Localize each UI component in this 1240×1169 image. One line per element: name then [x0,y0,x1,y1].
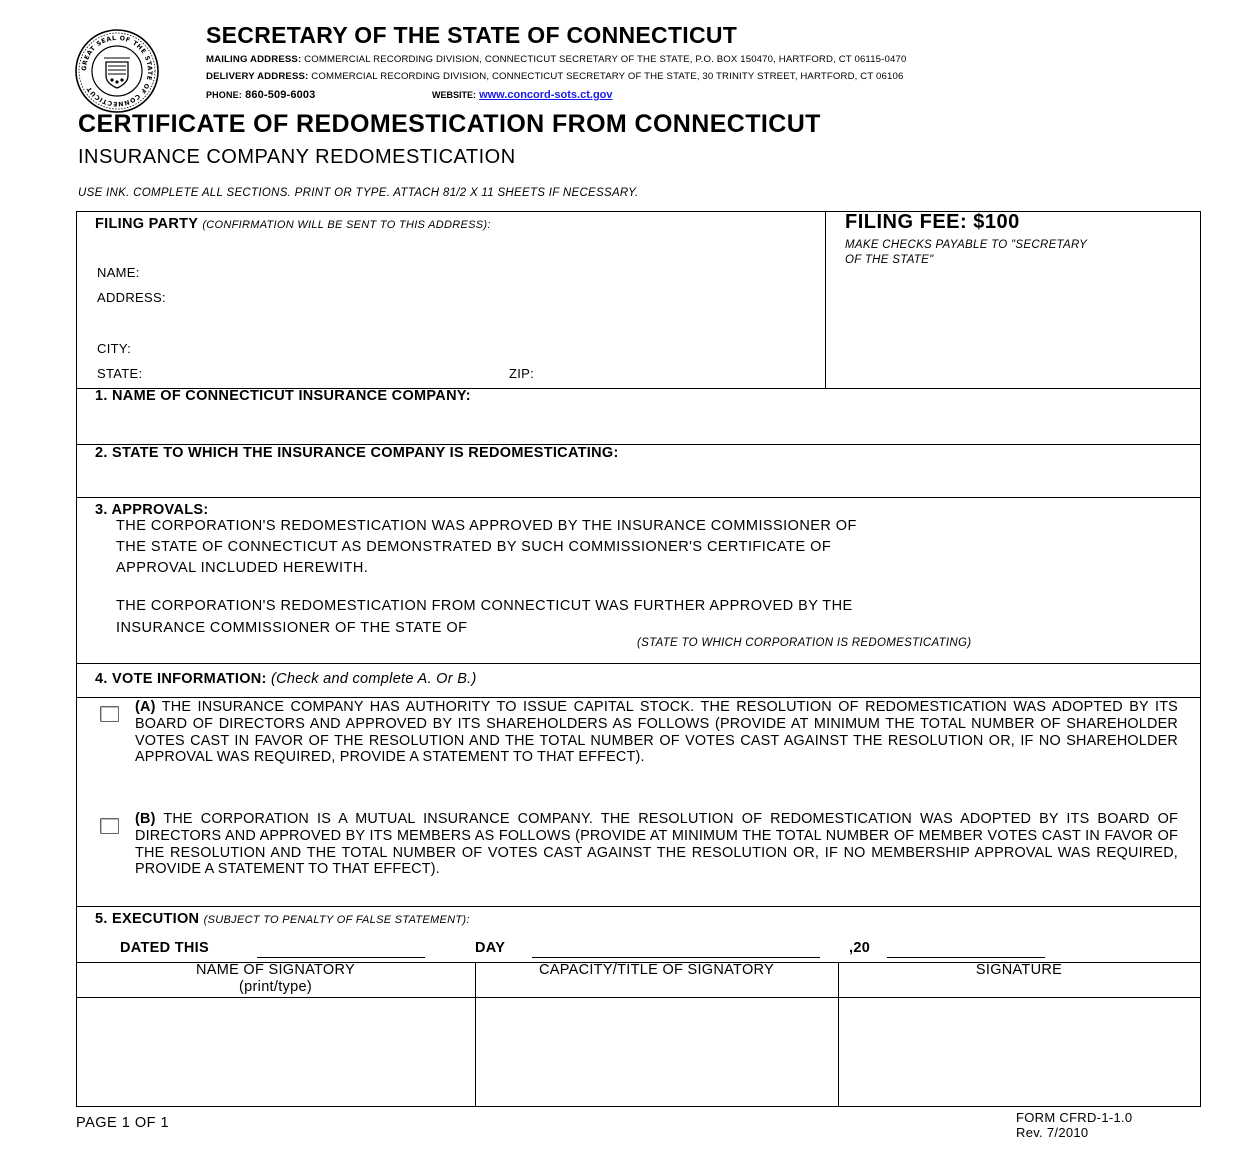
section-5-label: 5. EXECUTION [95,911,200,927]
approval-p1-line1: THE CORPORATION'S REDOMESTICATION WAS APPROVED BY THE INSURANCE COMMISSIONER OF [116,518,857,534]
name-field-label: NAME: [97,265,140,280]
section-1-label: 1. NAME OF CONNECTICUT INSURANCE COMPANY: [95,388,471,404]
approval-state-note: (STATE TO WHICH CORPORATION IS REDOMESTICATING) [637,637,972,649]
section-4-heading [95,671,477,687]
approval-p2-line1: THE CORPORATION'S REDOMESTICATION FROM CONNECTICUT WAS FURTHER APPROVED BY THE [116,598,853,614]
option-b-checkbox[interactable] [100,818,119,834]
filing-fee-note-1: MAKE CHECKS PAYABLE TO "SECRETARY [845,239,1088,251]
form-id: FORM CFRD-1-1.0 [1016,1110,1133,1125]
section-5-note: (SUBJECT TO PENALTY OF FALSE STATEMENT): [203,914,470,926]
mailing-address [206,54,906,65]
section-4-note: (Check and complete A. Or B.) [271,671,477,687]
delivery-address-label: DELIVERY ADDRESS: [206,71,309,82]
filing-party-note: (CONFIRMATION WILL BE SENT TO THIS ADDRESS): [202,219,491,231]
website [432,89,613,101]
signatory-name-header [76,962,475,996]
form-title: CERTIFICATE OF REDOMESTICATION FROM CONNECTICUT [78,110,821,138]
section-3-label: 3. APPROVALS: [95,502,209,518]
day-input-line[interactable] [532,957,820,958]
phone [206,89,315,101]
divider-4b [76,697,1201,698]
signatory-title-cell[interactable] [476,998,837,1105]
frame-top-line [76,211,1201,212]
year-prefix-label: ,20 [849,940,871,956]
option-b-text [135,811,1178,878]
approval-p2-line2: INSURANCE COMMISSIONER OF THE STATE OF [116,620,468,636]
filing-fee-divider [825,211,826,388]
filing-party-label: FILING PARTY [95,216,198,232]
agency-name: SECRETARY OF THE STATE OF CONNECTICUT [206,22,738,48]
dated-this-input-line[interactable] [257,957,425,958]
day-label: DAY [475,940,506,956]
frame-bottom-line [76,1106,1201,1107]
state-seal-logo [74,28,160,114]
signatory-title-header: CAPACITY/TITLE OF SIGNATORY [538,962,775,978]
website-link[interactable]: www.concord-sots.ct.gov [479,89,613,101]
page-number: PAGE 1 OF 1 [76,1115,170,1131]
delivery-address-value: COMMERCIAL RECORDING DIVISION, CONNECTICUT SECRETARY OF THE STATE, 30 TRINITY STREET, HARTFORD, CT 06106 [311,71,904,82]
signatory-name-header-line2: (print/type) [239,979,312,995]
signature-header: SIGNATURE [975,962,1063,978]
signatory-name-cell[interactable] [77,998,474,1105]
option-a-body: THE INSURANCE COMPANY HAS AUTHORITY TO ISSUE CAPITAL STOCK. THE RESOLUTION OF REDOMESTICATION WAS ADOPTED BY ITS BOARD OF DIRECTORS AND APPROVED BY ITS SHAREHOLDERS AS FOLLOWS (PROVIDE AT MINIMUM THE TOTAL NUMBER OF SHAREHOLDER VOTES CAST IN FAVOR OF THE RESOLUTION AND THE TOTAL NUMBER OF VOTES CAST AGAINST THE RESOLUTION OR, IF NO SHAREHOLDER APPROVAL WAS REQUIRED, PROVIDE A STATEMENT TO THAT EFFECT). [135,699,1178,766]
svg-text:GREAT SEAL OF THE STATE OF CON: GREAT SEAL OF THE STATE OF CONNECTICUT [80,34,154,108]
filing-party-heading [95,216,491,232]
section-5-heading [95,911,470,927]
option-a-checkbox[interactable] [100,706,119,722]
section-4-label: 4. VOTE INFORMATION: [95,671,267,687]
form-revision: Rev. 7/2010 [1016,1125,1089,1140]
delivery-address [206,71,903,82]
year-input-line[interactable] [887,957,1045,958]
phone-label: PHONE: [206,90,242,100]
signatory-name-header-line1: NAME OF SIGNATORY [196,962,355,978]
form-instructions: USE INK. COMPLETE ALL SECTIONS. PRINT OR TYPE. ATTACH 81/2 X 11 SHEETS IF NECESSARY. [78,187,639,199]
phone-value: 860-509-6003 [245,89,316,101]
option-a-text [135,699,1178,766]
form-number [1016,1110,1132,1140]
section-2-label: 2. STATE TO WHICH THE INSURANCE COMPANY IS REDOMESTICATING: [95,445,619,461]
approval-p1-line3: APPROVAL INCLUDED HEREWITH. [116,560,369,576]
divider-4 [76,663,1201,664]
divider-3 [76,497,1201,498]
mailing-address-label: MAILING ADDRESS: [206,54,302,65]
filing-fee-note-2: OF THE STATE" [845,254,934,266]
form-subtitle: INSURANCE COMPANY REDOMESTICATION [78,146,516,168]
address-field-label: ADDRESS: [97,290,166,305]
signature-cell[interactable] [839,998,1199,1105]
approval-p1-line2: THE STATE OF CONNECTICUT AS DEMONSTRATED BY SUCH COMMISSIONER'S CERTIFICATE OF [116,539,832,555]
option-b-lead: (B) [135,811,156,827]
zip-field-label: ZIP: [509,366,535,381]
state-field-label: STATE: [97,366,143,381]
divider-5 [76,906,1201,907]
city-field-label: CITY: [97,341,132,356]
frame-right-line [1200,211,1201,1107]
website-label: WEBSITE: [432,90,476,100]
mailing-address-value: COMMERCIAL RECORDING DIVISION, CONNECTICUT SECRETARY OF THE STATE, P.O. BOX 150470, HARTFORD, CT 06115-0470 [304,54,907,65]
filing-fee-label: FILING FEE: $100 [845,211,1020,233]
option-a-lead: (A) [135,699,156,715]
option-b-body: THE CORPORATION IS A MUTUAL INSURANCE COMPANY. THE RESOLUTION OF REDOMESTICATION WAS ADOPTED BY ITS BOARD OF DIRECTORS AND APPROVED BY ITS MEMBERS AS FOLLOWS (PROVIDE AT MINIMUM THE TOTAL NUMBER OF MEMBER VOTES CAST IN FAVOR OF THE RESOLUTION AND THE TOTAL NUMBER OF VOTES CAST AGAINST THE RESOLUTION OR, IF NO MEMBERSHIP APPROVAL WAS REQUIRED, PROVIDE A STATEMENT TO THAT EFFECT). [135,811,1178,878]
dated-this-label: DATED THIS [120,940,209,956]
